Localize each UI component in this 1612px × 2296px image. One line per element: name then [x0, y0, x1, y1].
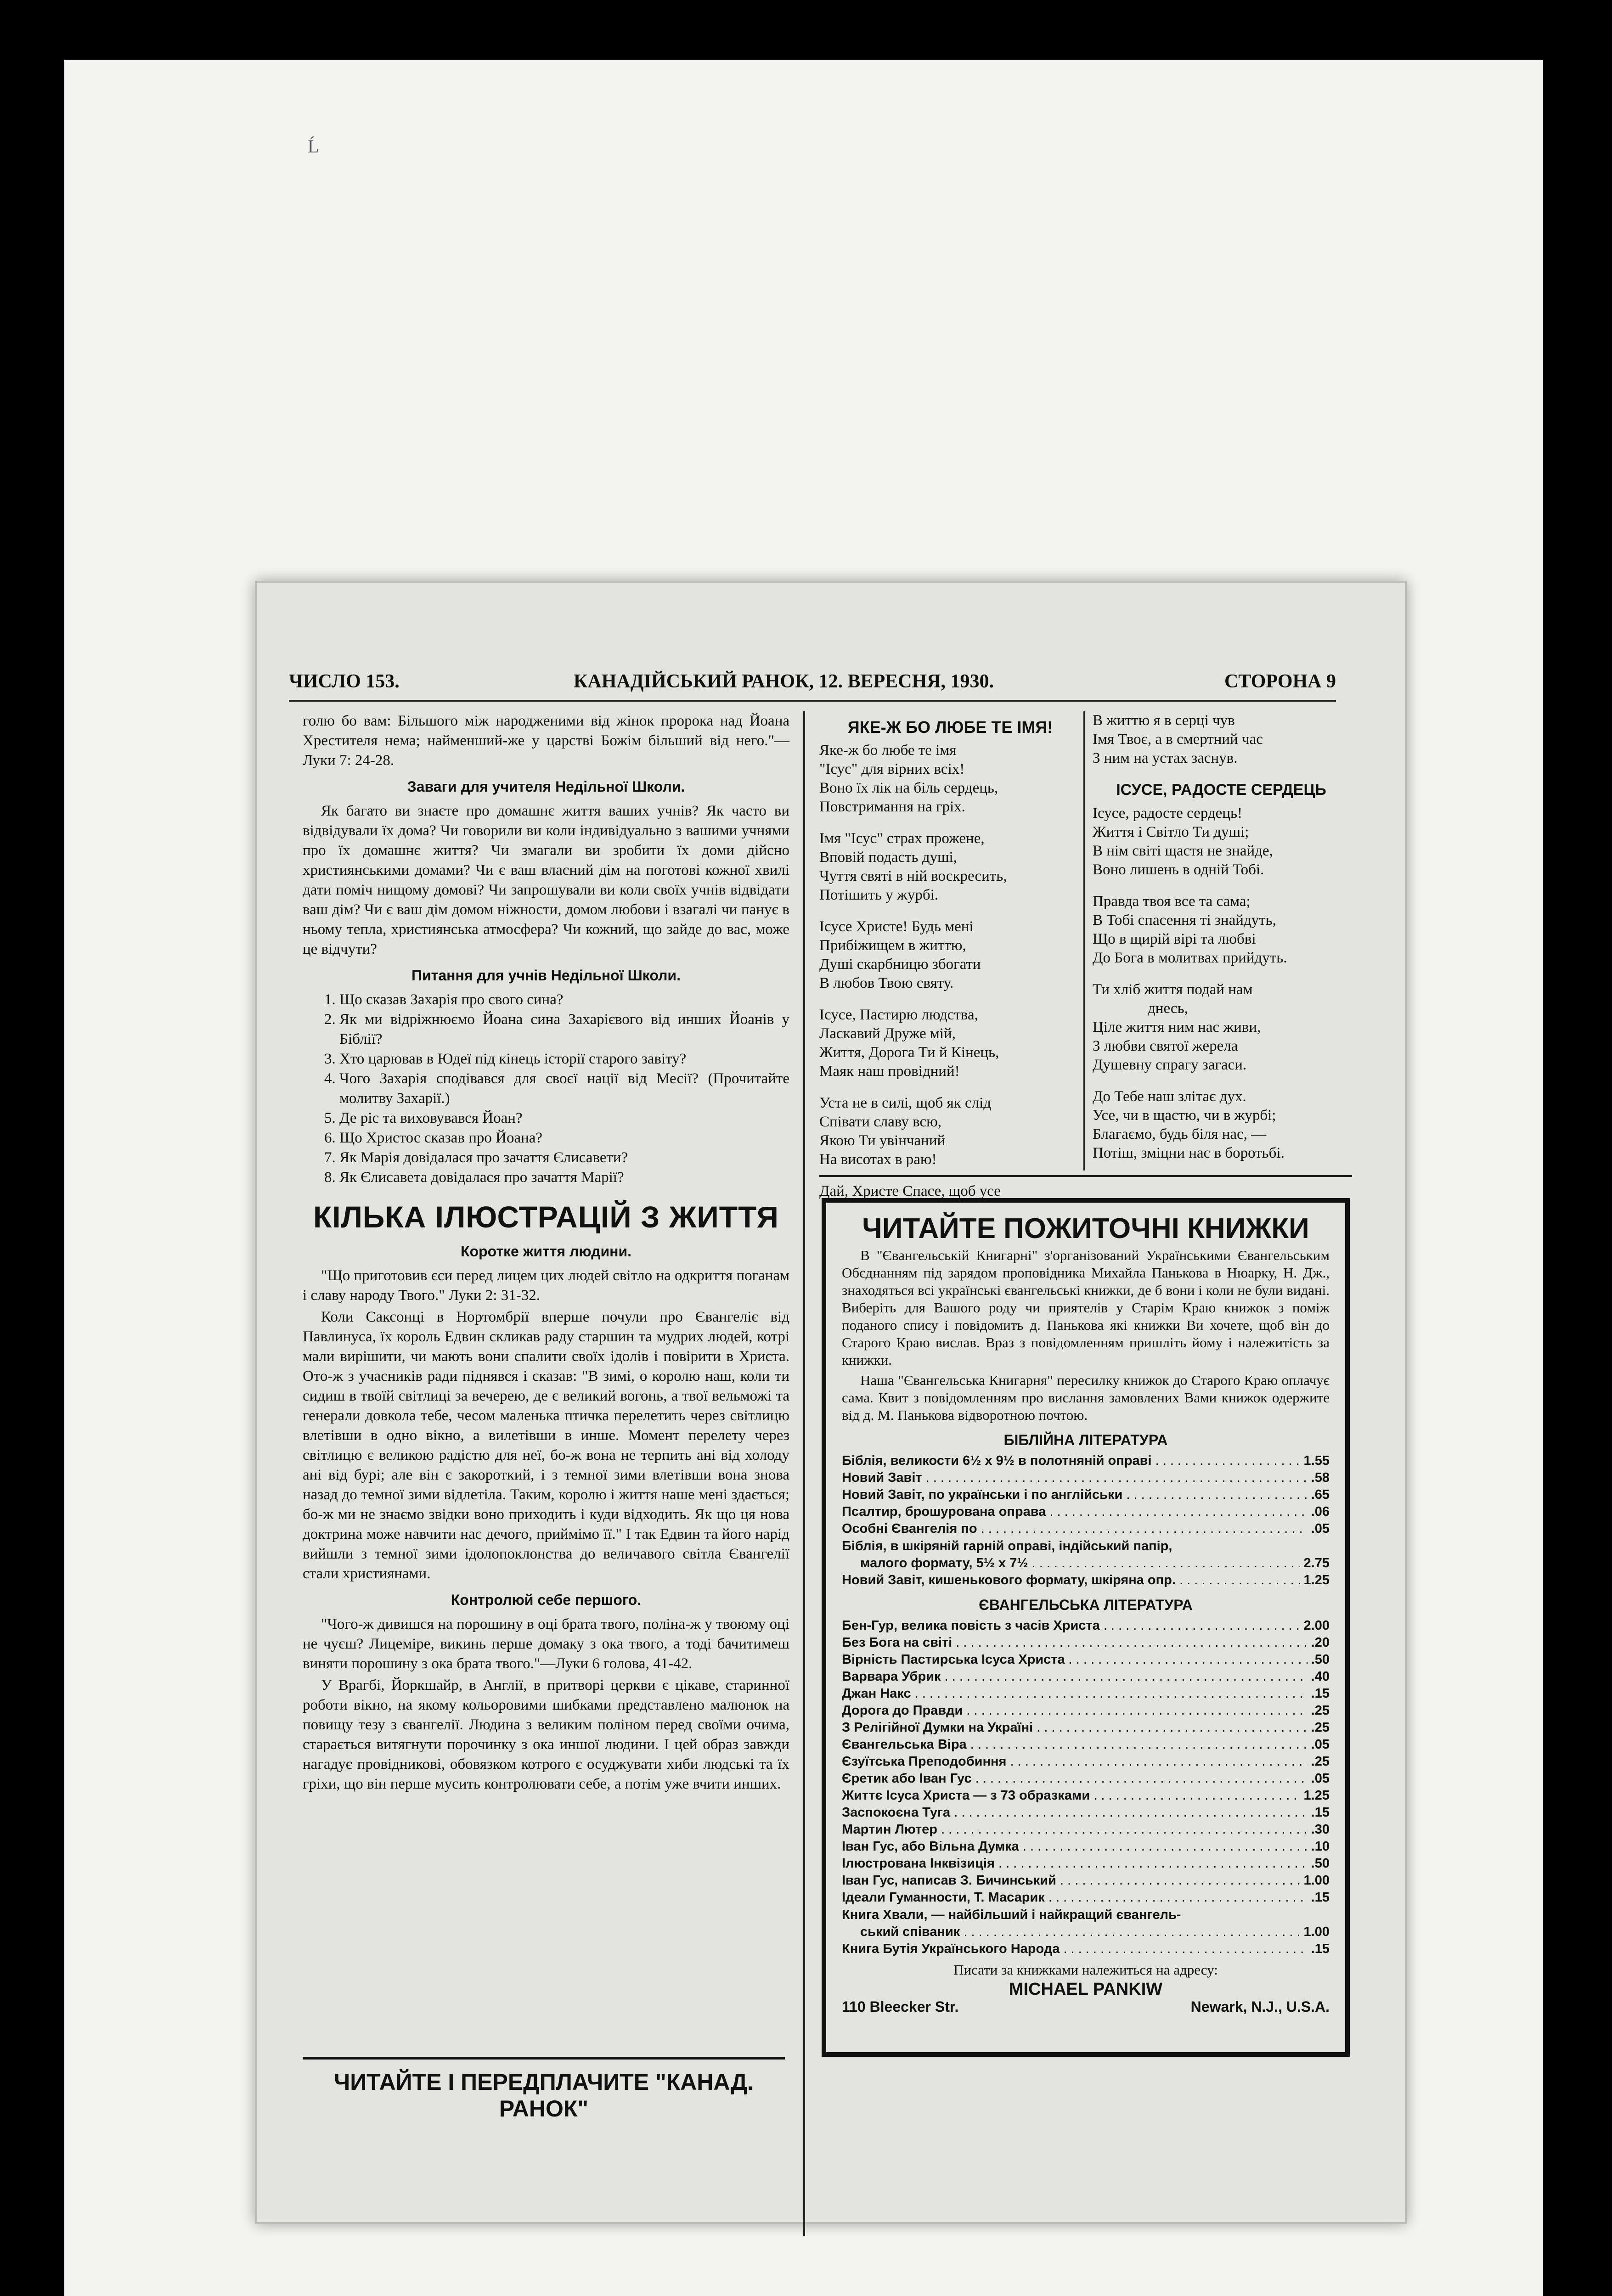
- book-row: [842, 1668, 1330, 1685]
- book-title: Вірність Пастирська Ісуса Христа . . .: [842, 1651, 1308, 1668]
- book-row: [842, 1486, 1330, 1503]
- poem-line: Ісусе Христе! Будь мені: [819, 918, 974, 935]
- stanza: [819, 917, 1081, 993]
- questions-list: [303, 990, 789, 1187]
- book-row: [842, 1651, 1330, 1668]
- poem-line: Імя Твоє, а в смертний час: [1093, 731, 1263, 748]
- book-title: Іван Гус, написав З. Бичинський . . .: [842, 1872, 1300, 1889]
- biblical-literature-heading: БІБЛІЙНА ЛІТЕРАТУРА: [1003, 1432, 1168, 1448]
- poem-line: З ним на устах заснув.: [1093, 750, 1238, 766]
- book-title: З Релігійної Думки на Україні . . .: [842, 1719, 1308, 1736]
- poem-line: В нім світі щастя не знайде,: [1093, 843, 1273, 859]
- question-item: 3. Хто царював в Юдеї під кінець історії старого завіту?: [339, 1049, 789, 1069]
- book-row: [842, 1753, 1330, 1770]
- book-title: Варвара Убрик . . .: [842, 1668, 1308, 1685]
- poem-line: Співати славу всю,: [819, 1114, 942, 1130]
- ad-text: В "Євангельській Книгарні" з'організований Українськими Євангельським Обєднанням під зарядом проповідника Михайла Панькова в Нюарку, Н. Дж., знаходяться всі українські євангельські книжки, де б вони і коли не були видані. Виберіть для Вашого роду чи приятелів у Старім Краю книжок з поміж поданого спису і повідомить д. Панькова які книжки Ви хочете, щоб він до Старого Краю вислав. Враз з повідомленням пришліть йому і належитість за книжки.: [842, 1247, 1330, 1368]
- book-price: 1.25: [1303, 1573, 1330, 1587]
- book-title: Єретик або Іван Гус . . .: [842, 1770, 1308, 1787]
- question-item: 4. Чого Захарія сподівався для своєї нації від Месії? (Прочитайте молитву Захарії.): [339, 1069, 789, 1109]
- question-item: 8. Як Єлисавета довідалася про зачаття Марії?: [339, 1168, 789, 1187]
- question-item: 7. Як Марія довідалася про зачаття Єлисавети?: [339, 1148, 789, 1168]
- poem-line: Маяк наш провідний!: [819, 1063, 960, 1080]
- poem-line: Потіш, зміцни нас в боротьбі.: [1093, 1145, 1285, 1161]
- city-address: Newark, N.J., U.S.A.: [1190, 1998, 1330, 2015]
- book-price: .20: [1311, 1635, 1330, 1650]
- control-heading: Контролюй себе першого.: [451, 1592, 642, 1608]
- book-price: .06: [1311, 1504, 1330, 1519]
- book-advertisement: [822, 1198, 1350, 2057]
- poem-line: Воно їх лік на біль сердець,: [819, 780, 998, 796]
- teacher-heading: Заваги для учителя Недільної Школи.: [407, 778, 685, 795]
- story-text: Коли Саксонці в Нортомбрії вперше почули про Євангеліє від Павлинуса, їх король Едвин скликав раду старшин та мудрих людей, котрі мали вирішити, чи мають вони спалити своїх ідолів і повірити в Христа. Ото-ж з учасників ради піднявся і сказав: "В зимі, о королю наш, коли ти сидиш в твоїй світлиці за вечерею, де є великий вогонь, а твої вельможі та генерали довкола тебе, чесом маленька птичка перелетить через світлицю влетівши в одно вікно, а вилетівши в инше. Момент перелету через світлицю є великою радістю для неї, бо-ж вона не терпить ані від холоду ані від бурі; але він є закороткий, і з темної зими влетівши вона знова назад до темної зими відлетіла. Таким, королю і життя наше мені здається; бо-ж ми не знаємо звідки воно приходить і куди відходить. Як що ця нова доктрина може навчити нас дечого, приймімо її." І так Едвин та його нарід вийшли з темної зими ідолопоклонства до величавого світла Євангелії стали християнами.: [303, 1309, 789, 1582]
- evangelical-literature-heading: ЄВАНГЕЛЬСЬКА ЛІТЕРАТУРА: [979, 1597, 1193, 1613]
- book-title: Життє Ісуса Христа — з 73 образками . . .: [842, 1787, 1300, 1804]
- poem-line: До Тебе наш злітає дух.: [1093, 1088, 1246, 1105]
- intro-text: голю бо вам: Більшого між народженими від жінок пророка над Йоана Хрестителя нема; найменший-же у царстві Божім більший від него."—Луки 7: 24-28.: [303, 713, 789, 769]
- book-price: .10: [1311, 1839, 1330, 1854]
- book-row: [842, 1787, 1330, 1804]
- book-title-cont: ський співаник . . .: [842, 1924, 1300, 1941]
- book-row: [842, 1719, 1330, 1736]
- poem-line: Повстримання на гріх.: [819, 799, 965, 815]
- book-price: .25: [1311, 1754, 1330, 1769]
- poem-line: Життя, Дорога Ти й Кінець,: [819, 1044, 999, 1061]
- book-row: [842, 1685, 1330, 1702]
- subscribe-banner: ЧИТАЙТЕ І ПЕРЕДПЛАЧИТЕ "КАНАД. РАНОК": [303, 2057, 785, 2122]
- book-row: [842, 1555, 1330, 1572]
- book-price: .05: [1311, 1737, 1330, 1752]
- book-row: [842, 1503, 1330, 1520]
- poem-line: Ласкавий Друже мій,: [819, 1025, 956, 1042]
- book-title: Єзуїтська Преподобиння . . .: [842, 1753, 1308, 1770]
- poem-line: Ти хліб життя подай нам: [1093, 981, 1253, 998]
- book-title-cont: малого формату, 5½ x 7½ . . .: [842, 1555, 1300, 1572]
- newspaper-title: КАНАДІЙСЬКИЙ РАНОК, 12. ВЕРЕСНЯ, 1930.: [574, 671, 994, 692]
- book-title: Особні Євангелія по . . .: [842, 1520, 1308, 1537]
- book-row: [842, 1469, 1330, 1486]
- poem-line: Ісусе, радосте сердець!: [1093, 805, 1243, 822]
- book-title: Ілюстрована Інквізиція . . .: [842, 1855, 1308, 1872]
- book-price: .15: [1311, 1686, 1330, 1701]
- poem-line: В Тобі спасення ті знайдуть,: [1093, 912, 1276, 929]
- poem-line: Якою Ти увінчаний: [819, 1132, 946, 1149]
- stanza: [819, 1006, 1081, 1081]
- poem-line: Життя і Світло Ти душі;: [1093, 824, 1249, 840]
- column-rule: [1083, 711, 1085, 1171]
- frame-mark: Ĺ: [308, 136, 319, 157]
- book-price: .50: [1311, 1856, 1330, 1871]
- stanza: [1093, 892, 1350, 968]
- book-price: .15: [1311, 1941, 1330, 1956]
- poem-column-2: [1093, 711, 1350, 1176]
- book-price: .50: [1311, 1652, 1330, 1667]
- poem-line: Ісусе, Пастирю людства,: [819, 1007, 978, 1023]
- short-life-heading: Коротке життя людини.: [460, 1243, 632, 1260]
- book-title: Заспокоєна Туга . . .: [842, 1804, 1308, 1821]
- book-title: Новий Завіт . . .: [842, 1469, 1308, 1486]
- book-title: Без Бога на світі . . .: [842, 1634, 1308, 1651]
- book-title: Біблія, в шкіряній гарній оправі, індійський папір,: [842, 1539, 1172, 1553]
- question-item: 1. Що сказав Захарія про свого сина?: [339, 990, 789, 1010]
- book-title: Псалтир, брошурована оправа . . .: [842, 1503, 1308, 1520]
- poem-line: Дай, Христе Спасе, щоб усе: [819, 1183, 1001, 1199]
- book-title: Ідеали Гуманности, Т. Масарик . . .: [842, 1889, 1308, 1906]
- book-title: Мартин Лютер . . .: [842, 1821, 1308, 1838]
- poem-line: З любви святої жерела: [1093, 1038, 1238, 1054]
- book-price: .15: [1311, 1805, 1330, 1820]
- book-price: .40: [1311, 1669, 1330, 1684]
- book-title: Новий Завіт, кишенькового формату, шкіряна опр. . . .: [842, 1572, 1300, 1589]
- book-row: [842, 1855, 1330, 1872]
- stanza: [819, 1094, 1081, 1169]
- book-row: [842, 1452, 1330, 1469]
- ad-title: ЧИТАЙТЕ ПОЖИТОЧНІ КНИЖКИ: [862, 1213, 1309, 1244]
- stanza: [819, 829, 1081, 905]
- book-row: [842, 1702, 1330, 1719]
- poem-line: Усе, чи в щастю, чи в журбі;: [1093, 1107, 1276, 1124]
- book-row: [842, 1941, 1330, 1958]
- poem-line: До Бога в молитвах прийдуть.: [1093, 950, 1287, 966]
- column-rule: [803, 711, 805, 2236]
- poem-line: Душі скарбницю збогати: [819, 956, 981, 973]
- book-price: .25: [1311, 1703, 1330, 1718]
- book-price: 2.75: [1303, 1556, 1330, 1570]
- poem-line: Що в щирій вірі та любві: [1093, 931, 1256, 947]
- question-item: 2. Як ми відріжнюємо Йоана сина Захарієвого від инших Йоанів у Біблії?: [339, 1010, 789, 1049]
- poem-line: Ціле життя ним нас живи,: [1093, 1019, 1261, 1035]
- poem-line: Імя "Ісус" страх прожене,: [819, 830, 985, 847]
- book-price: 1.00: [1303, 1873, 1330, 1888]
- poem-title: ЯКЕ-Ж БО ЛЮБЕ ТЕ ІМЯ!: [847, 718, 1053, 737]
- publisher-name: MICHAEL PANKIW: [1009, 1980, 1163, 1999]
- poem-title: ІСУСЕ, РАДОСТЕ СЕРДЕЦЬ: [1116, 781, 1326, 799]
- stanza: [819, 741, 1081, 816]
- book-price: .30: [1311, 1822, 1330, 1837]
- order-note: Писати за книжками належиться на адресу:: [953, 1962, 1218, 1978]
- poem-line: В життю я в серці чув: [1093, 712, 1235, 729]
- question-item: 6. Що Христос сказав про Йоана?: [339, 1128, 789, 1148]
- book-price: .25: [1311, 1720, 1330, 1735]
- scripture-quote: "Що приготовив єси перед лицем цих людей світло на одкриття поганам і славу народу Твого." Луки 2: 31-32.: [303, 1267, 789, 1304]
- book-title: Євангельська Віра . . .: [842, 1736, 1308, 1753]
- scripture-quote: "Чого-ж дивишся на порошину в оці брата твого, поліна-ж у твоюму оці не чуєш? Лицеміре, викинь перше домаку з ока твого, а тоді бачитимеш виняти порошину з ока брата твого."—Луки 6 голова, 41-42.: [303, 1616, 789, 1672]
- book-price: .15: [1311, 1890, 1330, 1905]
- biblical-book-list: [842, 1452, 1330, 1589]
- stanza: [1093, 804, 1350, 879]
- book-row: [842, 1872, 1330, 1889]
- page-header: [289, 663, 1336, 702]
- poem-line: "Ісус" для вірних всіх!: [819, 761, 965, 777]
- stanza: [1093, 1087, 1350, 1163]
- book-row: [842, 1617, 1330, 1634]
- book-row: [842, 1736, 1330, 1753]
- book-price: 1.55: [1303, 1453, 1330, 1468]
- story-text: У Врагбі, Йоркшайр, в Англії, в притворі церкви є цікаве, старинної роботи вікно, на якому кольоровими шибками представлено малюнок на повищу тезу з євангелії. Людина з великим поліном перед своїми очима, старається витягнути порочинку з ока иншої людини. І цей образ завжди нагадує провідникові, обовязком котрого є осуджувати хиби людські та їх гріхи, що він перше мусить контролювати себе, а потім уже вчити инших.: [303, 1677, 789, 1792]
- left-column: [303, 711, 789, 1796]
- question-item: 5. Де ріс та виховувався Йоан?: [339, 1109, 789, 1128]
- stanza: [1093, 980, 1350, 1075]
- poem-line: днесь,: [1148, 1000, 1188, 1017]
- poem-line: Правда твоя все та сама;: [1093, 893, 1251, 910]
- book-price: 2.00: [1303, 1618, 1330, 1633]
- poem-line: Душевну спрагу загаси.: [1093, 1057, 1247, 1073]
- poem-line: Потішить у журбі.: [819, 887, 939, 903]
- poem-line: Вповій подасть душі,: [819, 849, 957, 866]
- book-title: Новий Завіт, по українськи і по англійськи . . .: [842, 1486, 1308, 1503]
- poem-line: Воно лишень в одній Тобі.: [1093, 861, 1264, 878]
- poem-line: Чуття святі в ній воскресить,: [819, 868, 1007, 884]
- poem-line: На висотах в раю!: [819, 1151, 937, 1168]
- book-row: [842, 1889, 1330, 1906]
- book-price: .05: [1311, 1521, 1330, 1536]
- book-title: Біблія, великости 6½ x 9½ в полотняній оправі . . .: [842, 1452, 1300, 1469]
- poem-line: Яке-ж бо любе те імя: [819, 742, 957, 759]
- book-price: .05: [1311, 1771, 1330, 1786]
- publisher-address: [842, 1998, 1330, 2015]
- book-title: Книга Бутія Українського Народа . . .: [842, 1941, 1308, 1958]
- book-title: Джан Накс . . .: [842, 1685, 1308, 1702]
- book-row: [842, 1821, 1330, 1838]
- street-address: 110 Bleecker Str.: [842, 1998, 959, 2015]
- illustrations-heading: КІЛЬКА ІЛЮСТРАЦІЙ З ЖИТТЯ: [313, 1200, 779, 1234]
- book-row: [842, 1804, 1330, 1821]
- page-number: СТОРОНА 9: [1224, 671, 1336, 692]
- book-price: .58: [1311, 1470, 1330, 1485]
- book-title: Бен-Гур, велика повість з часів Христа . . .: [842, 1617, 1300, 1634]
- newspaper-page: [255, 581, 1407, 2224]
- book-row: [842, 1924, 1330, 1941]
- questions-heading: Питання для учнів Недільної Школи.: [411, 967, 681, 984]
- book-price: 1.00: [1303, 1925, 1330, 1939]
- issue-number: ЧИСЛО 153.: [289, 671, 400, 692]
- stanza: [1093, 711, 1350, 768]
- book-price: 1.25: [1303, 1788, 1330, 1803]
- book-row: [842, 1520, 1330, 1537]
- book-price: .65: [1311, 1487, 1330, 1502]
- book-title: Книга Хвали, — найбільший і найкращий євангель-: [842, 1908, 1181, 1922]
- section-rule: [819, 1175, 1352, 1177]
- ad-text: Наша "Євангельська Книгарня" пересилку книжок до Старого Краю оплачує сама. Квит з повідомленням про вислання замовлених Вами книжок одержите від д. М. Панькова відворотною почтою.: [842, 1372, 1330, 1423]
- book-title: Іван Гус, або Вільна Думка . . .: [842, 1838, 1308, 1855]
- book-row: [842, 1770, 1330, 1787]
- poem-line: В любов Твою святу.: [819, 975, 954, 991]
- book-row: [842, 1634, 1330, 1651]
- book-row: [842, 1838, 1330, 1855]
- book-row: [842, 1572, 1330, 1589]
- teacher-text: Як багато ви знаєте про домашнє життя ваших учнів? Як часто ви відвідували їх дома? Чи говорили ви коли індивідуально з вашими учнями про їх домашнє життя? Чи змагали ви зробити їх доми дійсно християнськими домами? Чи є ваш власний дім на поготові кожної хвилі дати поміч нищому домові? Чи запрошували ви коли своїх учнів відвідати ваш дім? Чи є ваш дім домом ніжности, домом любови і взагалі чи панує в ньому тепла, християнська атмосфера? Чи кожний, що зайде до вас, може це відчути?: [303, 803, 789, 957]
- poem-line: Благаємо, будь біля нас, —: [1093, 1126, 1267, 1142]
- evangelical-book-list: [842, 1617, 1330, 1958]
- poem-line: Прибіжищем в життю,: [819, 937, 966, 954]
- book-title: Дорога до Правди . . .: [842, 1702, 1308, 1719]
- poem-column-1: [819, 711, 1081, 1214]
- poem-line: Уста не в силі, щоб як слід: [819, 1095, 992, 1111]
